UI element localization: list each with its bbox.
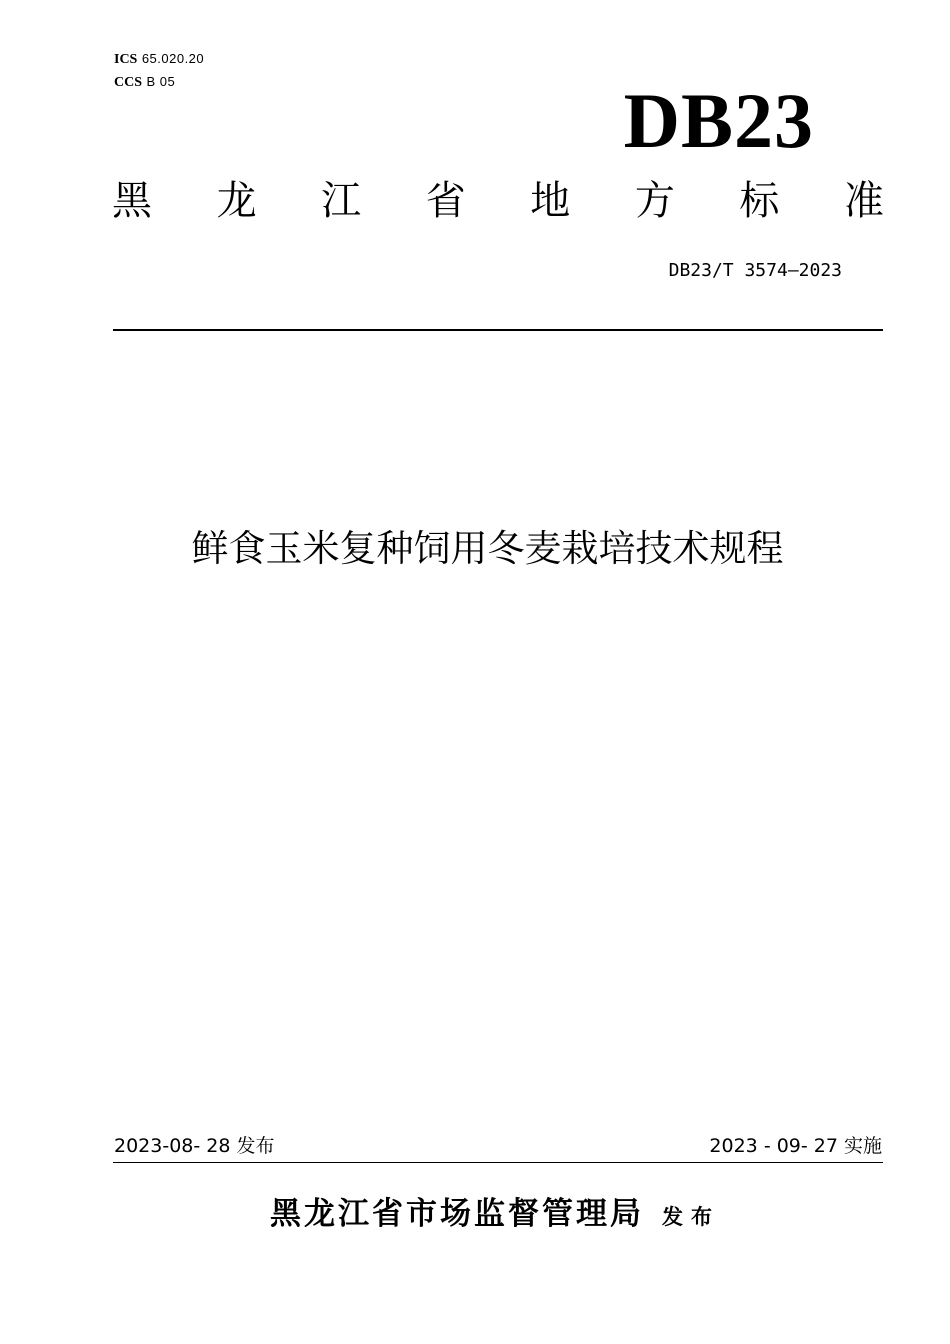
ics-value: 65.020.20: [141, 51, 205, 66]
standard-number: DB23/T 3574—2023: [668, 260, 842, 281]
standard-type-char: 江: [321, 178, 362, 224]
issue-date: 2023-08- 28 发布: [114, 1135, 275, 1157]
db-logo: DB23: [623, 77, 814, 164]
issuer-line: [0, 1194, 950, 1237]
ccs-value: B 05: [146, 74, 176, 89]
bottom-divider: [113, 1162, 883, 1163]
standard-type-char: 标: [739, 178, 780, 224]
issuer-suffix: 发布: [662, 1205, 720, 1229]
ccs-code: [114, 71, 204, 94]
ics-code: [114, 48, 204, 71]
implementation-date: 2023 - 09- 27 实施: [709, 1135, 882, 1157]
standard-type-char: 方: [634, 178, 675, 224]
ics-label: ICS: [114, 52, 138, 67]
standard-type-char: 黑: [112, 178, 152, 224]
top-divider: [113, 329, 883, 331]
standard-type-char: 省: [425, 178, 466, 224]
standard-type-heading: [112, 176, 884, 226]
standard-type-char: 龙: [216, 178, 257, 224]
standard-type-char: 地: [530, 178, 571, 224]
issuer-name: 黑龙江省市场监督管理局: [270, 1196, 644, 1232]
standard-type-char: 准: [843, 178, 884, 224]
classification-codes: [114, 48, 204, 94]
ccs-label: CCS: [114, 75, 143, 90]
document-title: 鲜食玉米复种饲用冬麦栽培技术规程: [191, 527, 784, 570]
